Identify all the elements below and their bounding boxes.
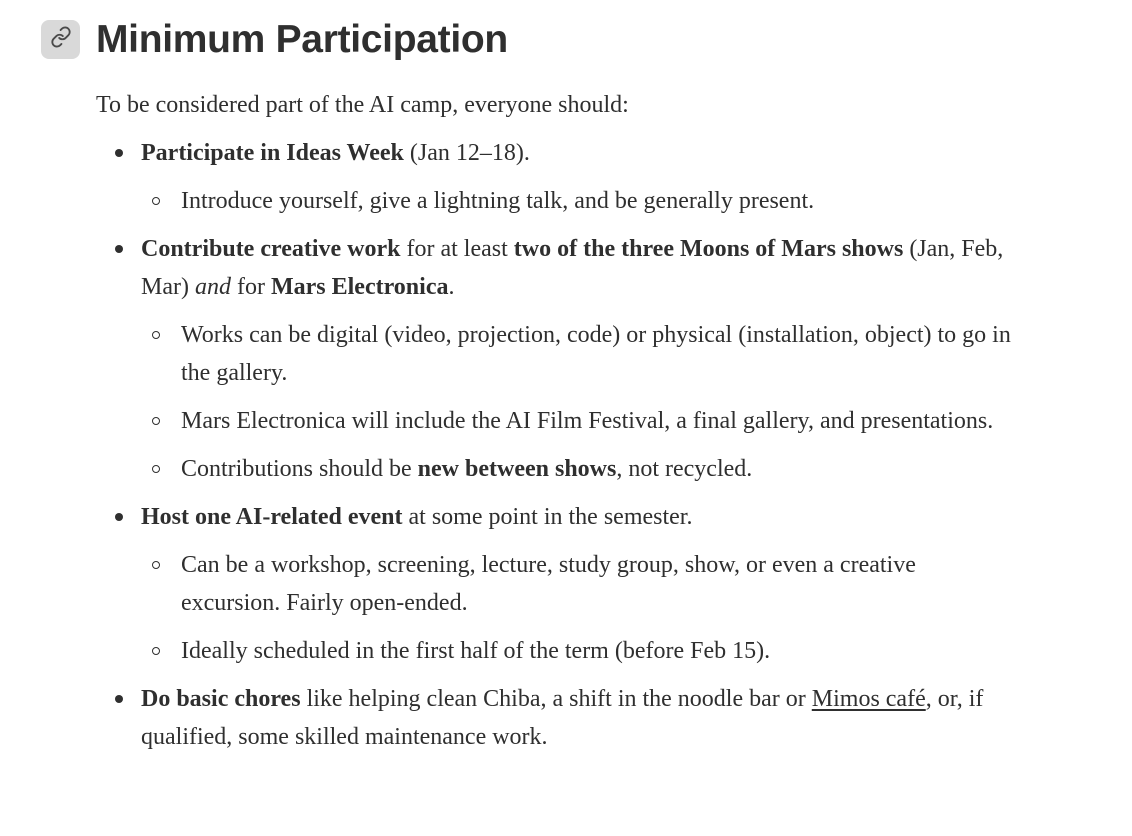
italic-text: and bbox=[194, 274, 231, 300]
text-run: Works can be digital (video, projection, code) or physical (installation, object) to go in the gallery. bbox=[181, 322, 1011, 386]
hollow-bullet-icon bbox=[152, 331, 160, 339]
link-icon bbox=[50, 26, 72, 53]
hollow-bullet-icon bbox=[152, 647, 160, 655]
sub-list-item bbox=[141, 402, 1016, 450]
text-run: Contributions should be bbox=[181, 456, 418, 482]
bold-text: Host one AI-related event bbox=[141, 504, 403, 530]
sub-list-item-text bbox=[181, 408, 993, 434]
text-run: like helping clean Chiba, a shift in the noodle bar or bbox=[300, 686, 812, 712]
sub-list-item bbox=[141, 182, 1016, 230]
bullet-icon bbox=[115, 245, 123, 253]
bold-text: Participate in Ideas Week bbox=[141, 140, 404, 166]
list-item bbox=[96, 680, 1016, 766]
bold-text: Mars Electronica bbox=[270, 274, 449, 300]
list-item bbox=[96, 498, 1016, 680]
bullet-icon bbox=[115, 513, 123, 521]
text-run: (Jan 12–18). bbox=[403, 140, 530, 166]
text-run: Can be a workshop, screening, lecture, study group, show, or even a creative excursion. Fairly open-ended. bbox=[181, 552, 916, 616]
page-title: Minimum Participation bbox=[96, 18, 508, 61]
bold-text: Contribute creative work bbox=[141, 236, 401, 262]
text-run: at some point in the semester. bbox=[402, 504, 693, 530]
sub-list-item bbox=[141, 316, 1016, 402]
sub-list-item-text bbox=[181, 456, 752, 482]
sub-list bbox=[141, 316, 1016, 498]
bold-text: two of the three Moons of Mars shows bbox=[513, 236, 904, 262]
bold-text: new between shows bbox=[417, 456, 617, 482]
text-run: for bbox=[230, 274, 271, 300]
sub-list-item-text bbox=[181, 552, 916, 616]
requirements-list bbox=[96, 134, 1016, 766]
sub-list-item bbox=[141, 450, 1016, 498]
sub-list-item-text bbox=[181, 188, 814, 214]
sub-list bbox=[141, 546, 1016, 680]
text-run: (Jan, Feb, Mar) bbox=[141, 236, 1004, 300]
inline-link[interactable]: Mimos café bbox=[811, 686, 926, 712]
hollow-bullet-icon bbox=[152, 561, 160, 569]
sub-list-item-text bbox=[181, 322, 1011, 386]
bullet-icon bbox=[115, 149, 123, 157]
bold-text: Do basic chores bbox=[141, 686, 301, 712]
list-item-text bbox=[141, 230, 1016, 316]
sub-list-item bbox=[141, 632, 1016, 680]
text-run: for at least bbox=[400, 236, 514, 262]
list-item-text bbox=[141, 680, 1016, 766]
text-run: Ideally scheduled in the first half of the term (before Feb 15). bbox=[181, 638, 771, 664]
list-item-text bbox=[141, 498, 1016, 546]
bullet-icon bbox=[115, 695, 123, 703]
list-item bbox=[96, 230, 1016, 498]
text-run: , or, if qualified, some skilled maintenance work. bbox=[141, 686, 984, 750]
hollow-bullet-icon bbox=[152, 417, 160, 425]
text-run: , not recycled. bbox=[616, 456, 753, 482]
sub-list-item bbox=[141, 546, 1016, 632]
hollow-bullet-icon bbox=[152, 465, 160, 473]
list-item-text bbox=[141, 134, 1016, 182]
sub-list bbox=[141, 182, 1016, 230]
sub-list-item-text bbox=[181, 638, 770, 664]
text-run: Introduce yourself, give a lightning talk, and be generally present. bbox=[181, 188, 815, 214]
heading-anchor-button[interactable] bbox=[41, 20, 80, 59]
intro-paragraph: To be considered part of the AI camp, everyone should: bbox=[96, 92, 629, 118]
hollow-bullet-icon bbox=[152, 197, 160, 205]
list-item bbox=[96, 134, 1016, 230]
text-run: . bbox=[448, 274, 455, 300]
document-body bbox=[96, 86, 1016, 766]
text-run: Mars Electronica will include the AI Film Festival, a final gallery, and presentations. bbox=[181, 408, 994, 434]
